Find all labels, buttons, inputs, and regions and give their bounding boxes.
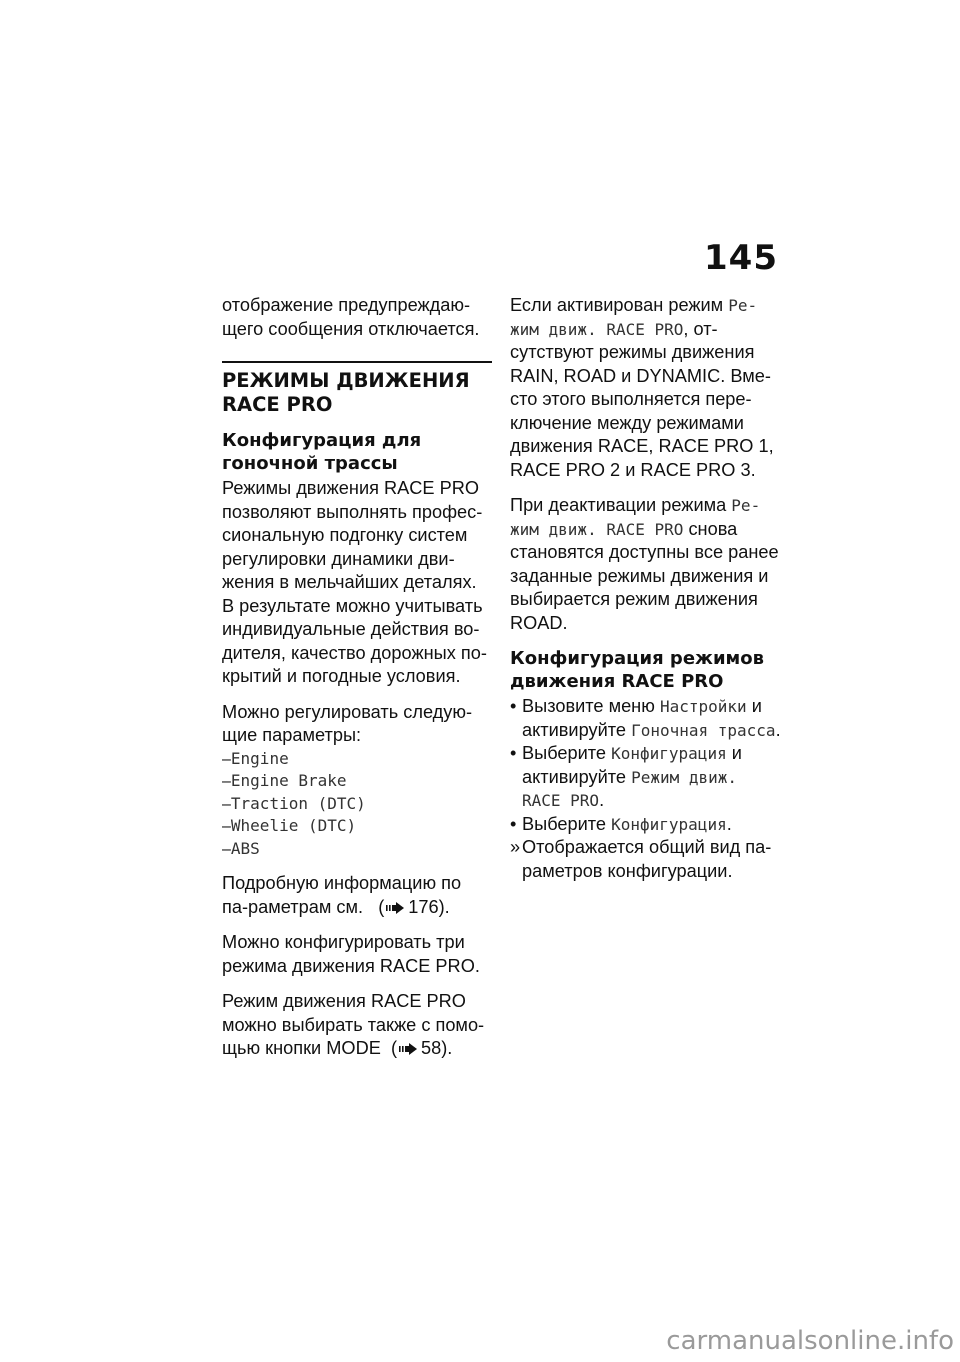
intro-text: отображение предупреждаю-щего сообщения отключается. [222,295,480,339]
page-reference-arrow-icon [399,1043,419,1055]
ui-term-configuration: Конфигурация [611,744,727,763]
page-ref-58[interactable]: 58). [421,1038,453,1058]
list-item: • Выберите Конфигурация. [510,813,732,834]
subsection-heading: Конфигурация режимов движения RACE PRO [510,648,765,692]
right-column [510,294,782,883]
paragraph-parameters-intro: Можно регулировать следую-щие параметры: [222,701,473,745]
list-item: –Wheelie (DTC) [222,816,357,835]
ui-term-race-pro-mode: Ре-жим движ. RACE PRO [510,496,761,539]
list-item: –ABS [222,838,260,858]
page-number: 145 [704,238,778,278]
page-ref-176[interactable]: 176). [408,896,450,917]
instruction-steps [510,695,782,883]
paragraph-details-ref: Подробную информацию по па-раметрам см. ( 176). [222,873,462,917]
left-column [222,294,492,1073]
list-item: –Traction (DTC) [222,793,366,813]
subsection-heading: Конфигурация для гоночной трассы [222,430,422,474]
ui-term-race-pro-mode: Режим движ. RACE PRO [522,767,738,810]
section-heading: РЕЖИМЫ ДВИЖЕНИЯ RACE PRO [222,361,492,417]
page-reference-arrow-icon [386,902,406,914]
list-item: • Выберите Конфигурация и активируйте Режим движ. RACE PRO. [510,743,742,810]
paragraph-race-pro-intro: Режимы движения RACE PRO позволяют выполнять профес-сиональную подгонку систем регулировки динамики дви-жения в мельчайших деталях. В результате можно учитывать индивидуальные действия во-дителя, качество дорожных по-крытий и погодные условия. [222,478,487,686]
paragraph-mode-button: Режим движения RACE PRO можно выбирать также с помо-щью кнопки MODE ( 58). [222,991,485,1058]
ui-term-race-pro-mode: Ре-жим движ. RACE PRO [510,296,758,339]
ui-term-configuration: Конфигурация [611,814,727,834]
list-item: • Вызовите меню Настройки и активируйте Гоночная трасса. [510,696,781,740]
list-item: –Engine Brake [222,771,347,790]
ui-term-settings: Настройки [659,697,747,716]
paragraph-race-pro-deactivate: При деактивации режима Ре-жим движ. RACE PRO снова становятся доступны все ранее заданные режимы движения и выбирается режим движения ROAD. [510,495,779,633]
paragraph-three-modes: Можно конфигурировать три режима движения RACE PRO. [222,932,480,976]
paragraph-race-pro-active: Если активирован режим Ре-жим движ. RACE PRO, от-сутствуют режимы движения RAIN, ROAD и DYNAMIC. Вме-сто этого выполняется пере-ключение между режимами движения RACE, RACE PRO 1, RACE PRO 2 и RACE PRO 3. [510,295,774,480]
watermark-url: carmanualsonline.info [666,1326,954,1356]
list-item: –Engine [222,748,289,768]
list-item: » Отображается общий вид па-раметров конфигурации. [510,837,772,881]
ui-term-racetrack: Гоночная трасса [631,720,776,740]
parameter-list [222,748,492,861]
